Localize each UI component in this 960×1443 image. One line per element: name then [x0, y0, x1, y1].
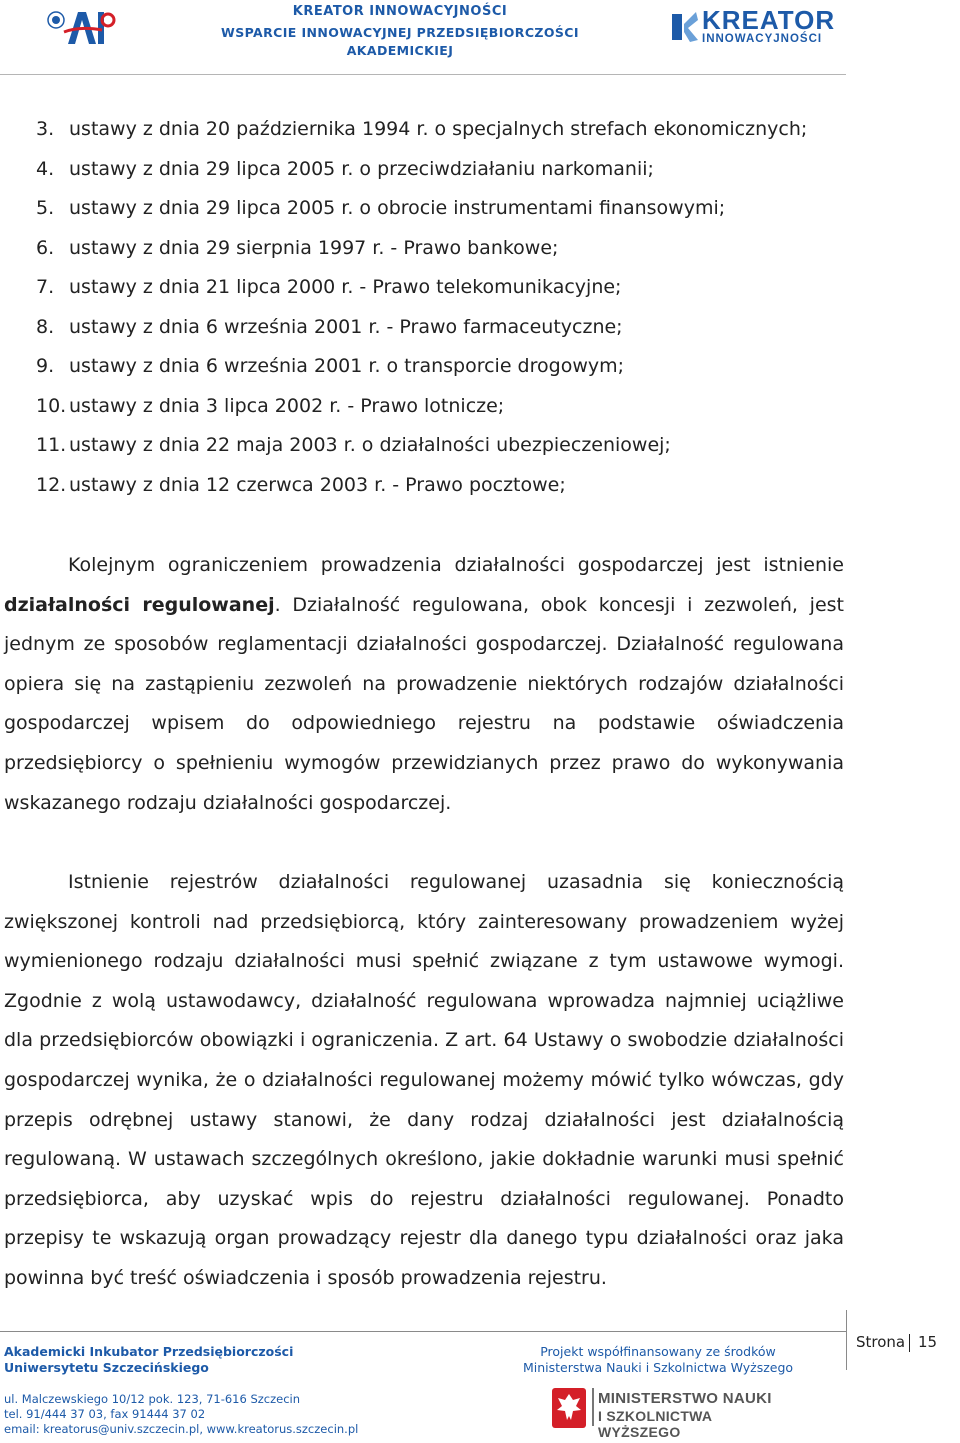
footer-organization: [4, 1344, 293, 1376]
eagle-emblem-icon: [552, 1388, 586, 1428]
list-item-text: ustawy z dnia 6 września 2001 r. - Prawo farmaceutyczne;: [69, 315, 623, 338]
kreator-logo: [668, 6, 838, 46]
list-item-text: ustawy z dnia 6 września 2001 r. o transporcie drogowym;: [69, 355, 625, 377]
footer-org-line1: Akademicki Inkubator Przedsiębiorczości: [4, 1344, 294, 1359]
list-item-number: 4.: [36, 157, 55, 180]
list-item-number: 7.: [36, 276, 55, 298]
ministry-logo-bar: [592, 1388, 594, 1426]
footer-address-line2: tel. 91/444 37 03, fax 91444 37 02: [4, 1407, 206, 1421]
footer-project-note: [520, 1344, 796, 1376]
page-number: 15: [918, 1333, 938, 1351]
ministry-logo-line2: I SZKOLNICTWA WYŻSZEGO: [598, 1408, 712, 1440]
page-footer: [0, 1310, 960, 1443]
kreator-logo-sub: INNOWACYJNOŚCI: [702, 33, 823, 45]
ministry-logo-line1: MINISTERSTWO NAUKI: [598, 1390, 772, 1407]
list-item-text: ustawy z dnia 22 maja 2003 r. o działalności ubezpieczeniowej;: [69, 434, 671, 456]
list-item-text: ustawy z dnia 29 sierpnia 1997 r. - Prawo bankowe;: [69, 236, 559, 259]
header-subtitle: WSPARCIE INNOWACYJNEJ PRZEDSIĘBIORCZOŚCI AKADEMICKIEJ: [221, 25, 579, 58]
footer-address-line3: email: kreatorus@univ.szczecin.pl, www.kreatorus.szczecin.pl: [4, 1422, 359, 1436]
footer-divider: [0, 1331, 846, 1332]
list-item: [0, 387, 960, 427]
list-item-text: ustawy z dnia 20 października 1994 r. o specjalnych strefach ekonomicznych;: [69, 118, 808, 140]
page-header: [0, 0, 960, 76]
footer-org-line2: Uniwersytetu Szczecińskiego: [4, 1360, 209, 1375]
list-item: [0, 268, 960, 308]
list-item: [0, 110, 960, 150]
list-item: [0, 189, 960, 229]
statute-list: [0, 110, 960, 505]
page-label: Strona: [856, 1333, 906, 1351]
list-item-number: 9.: [36, 355, 55, 377]
aip-logo-icon: [46, 6, 116, 46]
list-item: [0, 229, 960, 269]
header-title: KREATOR INNOWACYJNOŚCI: [292, 4, 508, 19]
list-item-number: 6.: [36, 236, 55, 259]
paragraph-body: . Działalność regulowana, obok koncesji i zezwoleń, jest jednym ze sposobów reglamentacji działalności gospodarczej. Działalność regulowana opiera się na zastąpieniu zezwoleń na prowadzenie niektórych rodzajów działalności gospodarczej wpisem do odpowiedniego rejestru na podstawie oświadczenia przedsiębiorcy o spełnieniu wymogów przewidzianych przez prawo do wykonywania wskazanego rodzaju działalności gospodarczej.: [4, 593, 845, 814]
ministry-logo: [548, 1386, 788, 1440]
list-item-text: ustawy z dnia 12 czerwca 2003 r. - Prawo pocztowe;: [69, 473, 566, 496]
main-content: [0, 110, 960, 505]
paragraph-body: Istnienie rejestrów działalności regulowanej uzasadnia się koniecznością zwiększonej kontroli nad przedsiębiorcą, który zainteresowany prowadzeniem wyżej wymienionego rodzaju działalności musi spełnić związane z tym ustawowe wymogi. Zgodnie z wolą ustawodawcy, działalność regulowana wprowadza najmniej uciążliwe dla przedsiębiorców obowiązki i ograniczenia. Z art. 64 Ustawy o swobodzie działalności gospodarczej wynika, że o działalności regulowanej możemy mówić tylko wówczas, gdy przepis odrębnej ustawy stanowi, że dany rodzaj działalności jest działalnością regulowaną. W ustawach szczególnych określono, jakie dokładnie warunki musi spełnić przedsiębiorca, aby uzyskać wpis do rejestru działalności regulowanej. Ponadto przepisy te wskazują organ prowadzący rejestr dla danego typu działalności oraz jaka powinna być treść oświadczenia i sposób prowadzenia rejestru.: [4, 871, 844, 1289]
kreator-emblem-icon: [668, 10, 700, 44]
list-item-text: ustawy z dnia 29 lipca 2005 r. o obrocie instrumentami finansowymi;: [69, 197, 726, 219]
kreator-logo-word: KREATOR: [702, 5, 836, 35]
list-item-number: 11.: [36, 434, 67, 456]
paragraph-bold-term: działalności regulowanej: [4, 593, 275, 616]
list-item: [0, 426, 960, 466]
paragraph-lead: Kolejnym ograniczeniem prowadzenia działalności gospodarczej jest istnienie: [68, 554, 844, 576]
page-separator: [909, 1334, 910, 1352]
list-item-text: ustawy z dnia 29 lipca 2005 r. o przeciwdziałaniu narkomanii;: [69, 157, 654, 180]
list-item: [0, 308, 960, 348]
footer-address-line1: ul. Malczewskiego 10/12 pok. 123, 71-616 Szczecin: [4, 1392, 301, 1406]
list-item-number: 12.: [36, 473, 67, 496]
list-item-number: 5.: [36, 197, 55, 219]
header-divider: [0, 74, 846, 75]
footer-project-line2: Ministerstwa Nauki i Szkolnictwa Wyższego: [522, 1360, 794, 1375]
footer-address: [4, 1392, 358, 1437]
list-item-number: 10.: [36, 394, 67, 417]
list-item: [0, 466, 960, 506]
footer-project-line1: Projekt współfinansowany ze środków: [540, 1344, 776, 1359]
header-title-block: [170, 4, 630, 60]
list-item-text: ustawy z dnia 21 lipca 2000 r. - Prawo telekomunikacyjne;: [69, 276, 622, 298]
paragraph-regulated-activity: [4, 546, 844, 823]
paragraph-registers: [4, 863, 844, 1299]
list-item: [0, 347, 960, 387]
list-item-number: 8.: [36, 315, 55, 338]
list-item: [0, 150, 960, 190]
list-item-number: 3.: [36, 118, 55, 140]
list-item-text: ustawy z dnia 3 lipca 2002 r. - Prawo lotnicze;: [69, 394, 505, 417]
